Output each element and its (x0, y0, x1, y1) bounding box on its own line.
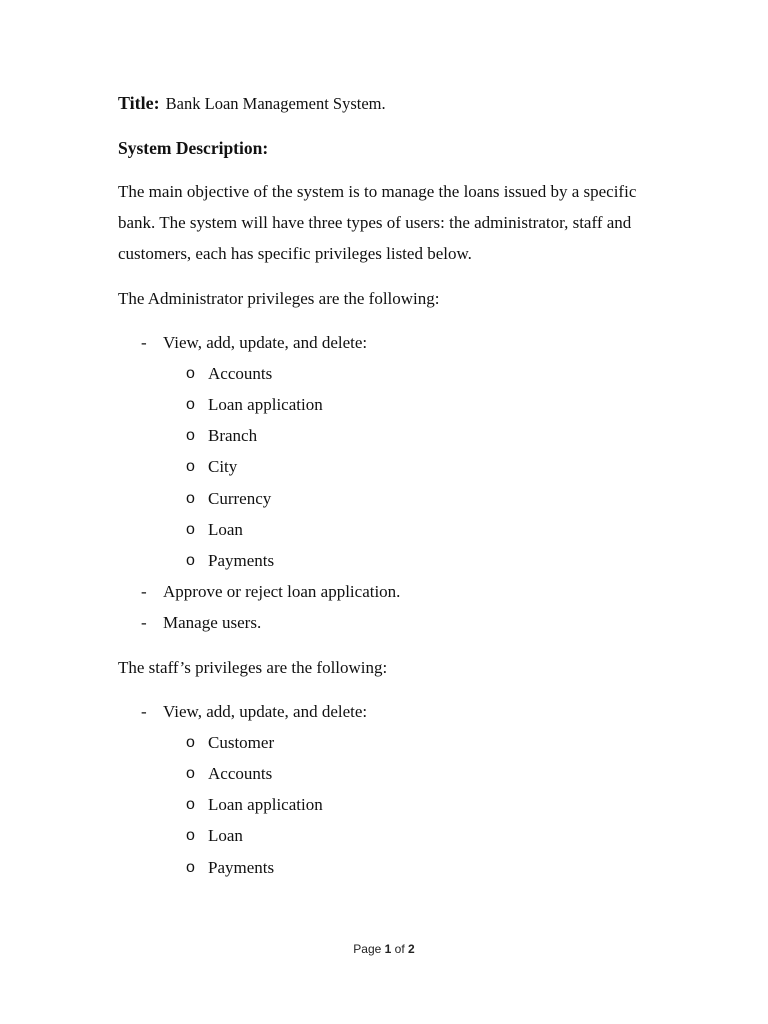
admin-sub-item: Currency (208, 489, 272, 508)
admin-sub-item: Loan application (208, 395, 323, 414)
page-footer (0, 942, 768, 956)
circle-bullet: o (186, 859, 195, 876)
circle-bullet: o (186, 521, 195, 538)
dash-bullet: - (141, 702, 147, 721)
staff-sub-item: Payments (208, 858, 275, 877)
footer-page-word: Page (353, 942, 382, 956)
circle-bullet: o (186, 796, 195, 813)
dash-bullet: - (141, 333, 147, 352)
admin-sub-item: Payments (208, 551, 275, 570)
admin-item-approve-reject: Approve or reject loan application. (163, 582, 401, 601)
description-line-3: customers, each has specific privileges listed below. (118, 244, 472, 263)
admin-sub-item: Loan (208, 520, 243, 539)
circle-bullet: o (186, 458, 195, 475)
description-line-2: bank. The system will have three types of users: the administrator, staff and (118, 213, 632, 232)
footer-of-word: of (394, 942, 405, 956)
staff-sub-item: Loan application (208, 795, 323, 814)
title-line (118, 93, 386, 114)
title-label: Title: (118, 93, 160, 113)
staff-sub-item: Customer (208, 733, 275, 752)
admin-item-view-add-update-delete: View, add, update, and delete: (163, 333, 368, 352)
dash-bullet: - (141, 582, 147, 601)
circle-bullet: o (186, 765, 195, 782)
dash-bullet: - (141, 613, 147, 632)
description-line-1: The main objective of the system is to manage the loans issued by a specific (118, 182, 637, 201)
admin-item-manage-users: Manage users. (163, 613, 262, 632)
circle-bullet: o (186, 396, 195, 413)
circle-bullet: o (186, 552, 195, 569)
circle-bullet: o (186, 490, 195, 507)
circle-bullet: o (186, 427, 195, 444)
staff-item-view-add-update-delete: View, add, update, and delete: (163, 702, 368, 721)
admin-intro: The Administrator privileges are the following: (118, 289, 440, 308)
admin-sub-item: Accounts (208, 364, 273, 383)
footer-current-page: 1 (384, 942, 392, 956)
circle-bullet: o (186, 827, 195, 844)
circle-bullet: o (186, 365, 195, 382)
staff-sub-item: Loan (208, 826, 243, 845)
admin-sub-item: Branch (208, 426, 258, 445)
footer-total-pages: 2 (408, 942, 415, 956)
staff-sub-item: Accounts (208, 764, 273, 783)
staff-intro: The staff’s privileges are the following: (118, 658, 388, 677)
admin-sub-item: City (208, 457, 238, 476)
circle-bullet: o (186, 734, 195, 751)
title-value: Bank Loan Management System. (165, 94, 386, 113)
system-description-heading: System Description: (118, 138, 269, 158)
